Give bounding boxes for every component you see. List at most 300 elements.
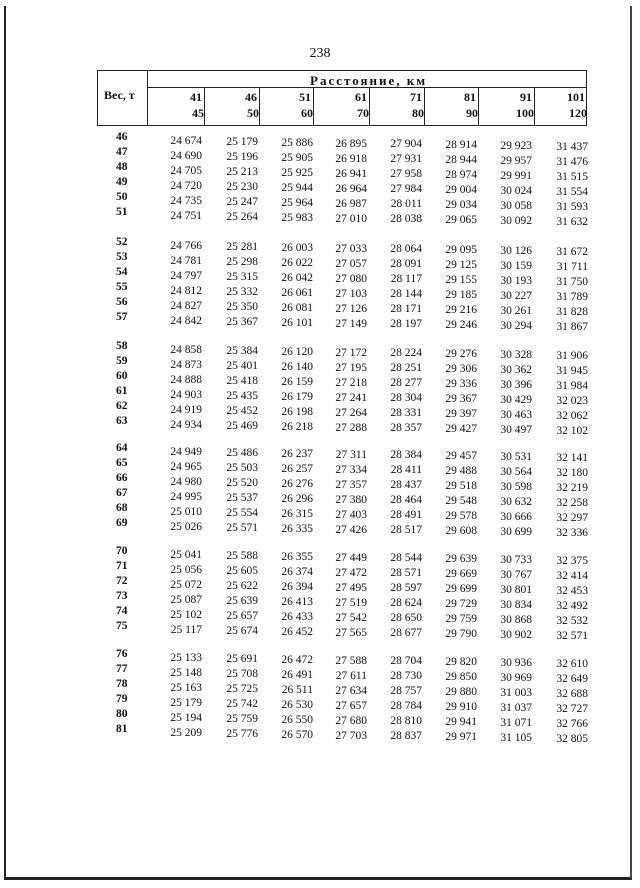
- value-cell: 25 964: [281, 197, 313, 209]
- value-cell: 25 435: [226, 390, 258, 402]
- value-cell: 27 311: [335, 449, 367, 461]
- value-cell: 25 350: [226, 301, 258, 313]
- value-cell: 27 126: [335, 303, 367, 315]
- header-col-divider: [259, 87, 260, 126]
- value-cell: 29 034: [445, 199, 477, 211]
- weight-cell: 62: [116, 400, 128, 412]
- value-cell: 25 117: [170, 624, 202, 636]
- table-row: [0, 620, 640, 642]
- value-cell: 25 194: [170, 712, 202, 724]
- value-cell: 28 064: [390, 243, 422, 255]
- weight-cell: 64: [116, 442, 128, 454]
- value-cell: 26 218: [281, 421, 313, 433]
- table-row: [0, 311, 640, 333]
- weight-cell: 50: [116, 191, 128, 203]
- distance-range-to: 80: [412, 106, 424, 120]
- weight-cell: 81: [116, 723, 128, 735]
- weight-cell: 52: [116, 236, 128, 248]
- distance-range-from: 101: [567, 90, 585, 104]
- value-cell: 26 335: [281, 523, 313, 535]
- table-row: [0, 605, 640, 627]
- value-cell: 25 148: [170, 667, 202, 679]
- value-cell: 28 677: [390, 627, 422, 639]
- page-number: 238: [309, 46, 331, 61]
- value-cell: 27 033: [335, 243, 367, 255]
- weight-cell: 56: [116, 296, 128, 308]
- value-cell: 27 264: [335, 407, 367, 419]
- value-cell: 28 810: [390, 715, 422, 727]
- value-cell: 26 550: [281, 714, 313, 726]
- value-cell: 27 611: [335, 670, 367, 682]
- weight-cell: 47: [116, 146, 128, 158]
- weight-cell: 68: [116, 502, 128, 514]
- value-cell: 32 610: [556, 658, 588, 670]
- value-cell: 27 218: [335, 377, 367, 389]
- value-cell: 24 949: [170, 446, 202, 458]
- value-cell: 30 767: [500, 569, 532, 581]
- value-cell: 29 923: [500, 140, 532, 152]
- value-cell: 27 010: [335, 213, 367, 225]
- value-cell: 26 355: [281, 551, 313, 563]
- value-cell: 31 515: [556, 171, 588, 183]
- weight-cell: 72: [116, 575, 128, 587]
- value-cell: 27 565: [335, 627, 367, 639]
- value-cell: 24 980: [170, 476, 202, 488]
- value-cell: 24 873: [170, 359, 202, 371]
- value-cell: 28 837: [390, 730, 422, 742]
- weight-cell: 66: [116, 472, 128, 484]
- value-cell: 26 413: [281, 596, 313, 608]
- value-cell: 28 944: [445, 154, 477, 166]
- value-cell: 27 241: [335, 392, 367, 404]
- value-cell: 25 384: [226, 345, 258, 357]
- value-cell: 30 429: [500, 394, 532, 406]
- table-row-group: [0, 545, 640, 642]
- value-cell: 25 469: [226, 420, 258, 432]
- value-cell: 30 936: [500, 657, 532, 669]
- table-row: [0, 236, 640, 258]
- value-cell: 32 375: [556, 555, 588, 567]
- value-cell: 27 195: [335, 362, 367, 374]
- value-cell: 24 781: [170, 255, 202, 267]
- value-cell: 29 971: [445, 731, 477, 743]
- value-cell: 32 023: [556, 395, 588, 407]
- value-cell: 27 634: [335, 685, 367, 697]
- value-cell: 29 155: [445, 274, 477, 286]
- value-cell: 31 984: [556, 380, 588, 392]
- value-cell: 25 520: [226, 477, 258, 489]
- value-cell: 26 433: [281, 611, 313, 623]
- value-cell: 28 914: [445, 139, 477, 151]
- value-cell: 28 277: [390, 377, 422, 389]
- value-cell: 25 452: [226, 405, 258, 417]
- value-cell: 25 163: [170, 682, 202, 694]
- table-row-group: [0, 131, 640, 228]
- value-cell: 30 159: [500, 260, 532, 272]
- header-col-divider: [424, 87, 425, 126]
- value-cell: 26 315: [281, 508, 313, 520]
- value-cell: 30 092: [500, 215, 532, 227]
- value-cell: 29 991: [500, 170, 532, 182]
- table-row: [0, 560, 640, 582]
- value-cell: 29 578: [445, 510, 477, 522]
- value-cell: 29 367: [445, 393, 477, 405]
- value-cell: 30 699: [500, 526, 532, 538]
- value-cell: 27 080: [335, 273, 367, 285]
- value-cell: 26 101: [281, 317, 313, 329]
- table-row: [0, 400, 640, 422]
- value-cell: 25 886: [281, 137, 313, 149]
- value-cell: 24 735: [170, 195, 202, 207]
- distance-range-to: 50: [247, 106, 259, 120]
- value-cell: 25 087: [170, 594, 202, 606]
- header-weight-divider: [147, 70, 148, 126]
- value-cell: 25 503: [226, 462, 258, 474]
- value-cell: 27 057: [335, 258, 367, 270]
- value-cell: 28 544: [390, 552, 422, 564]
- header-col-divider: [369, 87, 370, 126]
- value-cell: 24 903: [170, 389, 202, 401]
- value-cell: 26 472: [281, 654, 313, 666]
- value-cell: 25 072: [170, 579, 202, 591]
- value-cell: 28 464: [390, 494, 422, 506]
- value-cell: 30 666: [500, 511, 532, 523]
- value-cell: 25 657: [226, 610, 258, 622]
- value-cell: 24 766: [170, 240, 202, 252]
- value-cell: 28 117: [390, 273, 422, 285]
- value-cell: 29 759: [445, 613, 477, 625]
- value-cell: 25 179: [170, 697, 202, 709]
- value-cell: 28 704: [390, 655, 422, 667]
- value-cell: 28 224: [390, 347, 422, 359]
- distance-range-to: 70: [357, 106, 369, 120]
- value-cell: 25 315: [226, 271, 258, 283]
- distance-header: Расстояние, км: [310, 73, 428, 88]
- value-cell: 29 336: [445, 378, 477, 390]
- value-cell: 30 632: [500, 496, 532, 508]
- value-cell: 31 867: [556, 321, 588, 333]
- weight-column-header: Вес, т: [104, 88, 135, 102]
- distance-range-from: 61: [355, 90, 367, 104]
- value-cell: 24 827: [170, 300, 202, 312]
- value-cell: 27 542: [335, 612, 367, 624]
- weight-cell: 61: [116, 385, 128, 397]
- value-cell: 28 357: [390, 422, 422, 434]
- weight-cell: 49: [116, 176, 128, 188]
- value-cell: 30 497: [500, 424, 532, 436]
- distance-range-from: 41: [190, 90, 202, 104]
- header-col-divider: [204, 87, 205, 126]
- table-row: [0, 206, 640, 228]
- value-cell: 26 941: [335, 168, 367, 180]
- value-cell: 32 102: [556, 425, 588, 437]
- table-row-group: [0, 648, 640, 745]
- weight-cell: 73: [116, 590, 128, 602]
- value-cell: 28 597: [390, 582, 422, 594]
- value-cell: 29 518: [445, 480, 477, 492]
- weight-cell: 78: [116, 678, 128, 690]
- value-cell: 27 426: [335, 524, 367, 536]
- value-cell: 28 491: [390, 509, 422, 521]
- value-cell: 28 304: [390, 392, 422, 404]
- value-cell: 25 041: [170, 549, 202, 561]
- value-cell: 25 367: [226, 316, 258, 328]
- value-cell: 29 306: [445, 363, 477, 375]
- value-cell: 27 958: [390, 168, 422, 180]
- value-cell: 27 357: [335, 479, 367, 491]
- value-cell: 25 298: [226, 256, 258, 268]
- weight-cell: 51: [116, 206, 128, 218]
- value-cell: 29 548: [445, 495, 477, 507]
- value-cell: 27 449: [335, 552, 367, 564]
- value-cell: 30 834: [500, 599, 532, 611]
- value-cell: 25 944: [281, 182, 313, 194]
- weight-cell: 67: [116, 487, 128, 499]
- value-cell: 28 197: [390, 318, 422, 330]
- value-cell: 26 918: [335, 153, 367, 165]
- value-cell: 26 964: [335, 183, 367, 195]
- value-cell: 29 397: [445, 408, 477, 420]
- value-cell: 28 571: [390, 567, 422, 579]
- weight-cell: 76: [116, 648, 128, 660]
- value-cell: 30 024: [500, 185, 532, 197]
- value-cell: 29 457: [445, 450, 477, 462]
- value-cell: 30 126: [500, 245, 532, 257]
- value-cell: 31 003: [500, 687, 532, 699]
- value-cell: 28 757: [390, 685, 422, 697]
- value-cell: 27 495: [335, 582, 367, 594]
- table-row: [0, 370, 640, 392]
- value-cell: 32 297: [556, 512, 588, 524]
- header-col-divider: [534, 87, 535, 126]
- distance-range-to: 45: [192, 106, 204, 120]
- value-cell: 29 427: [445, 423, 477, 435]
- value-cell: 26 237: [281, 448, 313, 460]
- value-cell: 28 784: [390, 700, 422, 712]
- value-cell: 24 842: [170, 315, 202, 327]
- value-cell: 25 401: [226, 360, 258, 372]
- value-cell: 32 180: [556, 467, 588, 479]
- value-cell: 25 725: [226, 683, 258, 695]
- value-cell: 24 674: [170, 135, 202, 147]
- value-cell: 32 571: [556, 630, 588, 642]
- value-cell: 26 179: [281, 391, 313, 403]
- value-cell: 25 230: [226, 181, 258, 193]
- value-cell: 25 639: [226, 595, 258, 607]
- value-cell: 32 532: [556, 615, 588, 627]
- table-header: [0, 0, 640, 130]
- value-cell: 32 336: [556, 527, 588, 539]
- value-cell: 29 125: [445, 259, 477, 271]
- value-cell: 24 934: [170, 419, 202, 431]
- value-cell: 28 251: [390, 362, 422, 374]
- value-cell: 29 790: [445, 628, 477, 640]
- value-cell: 29 608: [445, 525, 477, 537]
- value-cell: 29 185: [445, 289, 477, 301]
- header-col-divider: [313, 87, 314, 126]
- value-cell: 24 919: [170, 404, 202, 416]
- value-cell: 29 699: [445, 583, 477, 595]
- value-cell: 26 081: [281, 302, 313, 314]
- value-cell: 25 332: [226, 286, 258, 298]
- value-cell: 24 888: [170, 374, 202, 386]
- weight-cell: 69: [116, 517, 128, 529]
- value-cell: 32 453: [556, 585, 588, 597]
- value-cell: 25 418: [226, 375, 258, 387]
- table-row: [0, 708, 640, 730]
- table-row-group: [0, 236, 640, 333]
- value-cell: 27 588: [335, 655, 367, 667]
- value-cell: 31 906: [556, 350, 588, 362]
- value-cell: 31 593: [556, 201, 588, 213]
- value-cell: 26 257: [281, 463, 313, 475]
- value-cell: 25 537: [226, 492, 258, 504]
- value-cell: 28 331: [390, 407, 422, 419]
- value-cell: 30 396: [500, 379, 532, 391]
- value-cell: 27 519: [335, 597, 367, 609]
- header-left-border: [97, 70, 98, 126]
- table-row: [0, 415, 640, 437]
- value-cell: 32 766: [556, 718, 588, 730]
- value-cell: 32 414: [556, 570, 588, 582]
- value-cell: 29 820: [445, 656, 477, 668]
- value-cell: 26 374: [281, 566, 313, 578]
- value-cell: 31 437: [556, 141, 588, 153]
- value-cell: 30 733: [500, 554, 532, 566]
- value-cell: 29 880: [445, 686, 477, 698]
- value-cell: 28 730: [390, 670, 422, 682]
- value-cell: 30 362: [500, 364, 532, 376]
- weight-cell: 65: [116, 457, 128, 469]
- value-cell: 25 571: [226, 522, 258, 534]
- value-cell: 30 598: [500, 481, 532, 493]
- value-cell: 26 987: [335, 198, 367, 210]
- value-cell: 30 531: [500, 451, 532, 463]
- value-cell: 28 091: [390, 258, 422, 270]
- value-cell: 30 261: [500, 305, 532, 317]
- value-cell: 32 727: [556, 703, 588, 715]
- value-cell: 26 159: [281, 376, 313, 388]
- distance-range-from: 71: [410, 90, 422, 104]
- value-cell: 29 488: [445, 465, 477, 477]
- value-cell: 24 797: [170, 270, 202, 282]
- value-cell: 30 969: [500, 672, 532, 684]
- value-cell: 28 038: [390, 213, 422, 225]
- value-cell: 26 120: [281, 346, 313, 358]
- value-cell: 25 213: [226, 166, 258, 178]
- value-cell: 27 984: [390, 183, 422, 195]
- value-cell: 30 868: [500, 614, 532, 626]
- header-bottom-line: [97, 125, 587, 126]
- value-cell: 31 071: [500, 717, 532, 729]
- value-cell: 25 133: [170, 652, 202, 664]
- value-cell: 27 680: [335, 715, 367, 727]
- value-cell: 25 588: [226, 550, 258, 562]
- value-cell: 25 281: [226, 241, 258, 253]
- value-cell: 29 941: [445, 716, 477, 728]
- value-cell: 26 570: [281, 729, 313, 741]
- value-cell: 31 945: [556, 365, 588, 377]
- value-cell: 25 264: [226, 211, 258, 223]
- value-cell: 32 492: [556, 600, 588, 612]
- value-cell: 30 294: [500, 320, 532, 332]
- value-cell: 30 227: [500, 290, 532, 302]
- weight-cell: 54: [116, 266, 128, 278]
- value-cell: 25 776: [226, 728, 258, 740]
- value-cell: 30 463: [500, 409, 532, 421]
- weight-cell: 77: [116, 663, 128, 675]
- value-cell: 27 288: [335, 422, 367, 434]
- value-cell: 28 171: [390, 303, 422, 315]
- table-row-group: [0, 442, 640, 539]
- value-cell: 25 209: [170, 727, 202, 739]
- value-cell: 28 437: [390, 479, 422, 491]
- value-cell: 32 649: [556, 673, 588, 685]
- value-cell: 27 103: [335, 288, 367, 300]
- header-top-line: [97, 70, 587, 71]
- value-cell: 32 688: [556, 688, 588, 700]
- weight-cell: 53: [116, 251, 128, 263]
- value-cell: 26 296: [281, 493, 313, 505]
- value-cell: 26 491: [281, 669, 313, 681]
- weight-cell: 58: [116, 340, 128, 352]
- weight-cell: 74: [116, 605, 128, 617]
- value-cell: 31 037: [500, 702, 532, 714]
- value-cell: 29 216: [445, 304, 477, 316]
- value-cell: 26 530: [281, 699, 313, 711]
- value-cell: 24 858: [170, 344, 202, 356]
- distance-range-from: 81: [464, 90, 476, 104]
- value-cell: 28 144: [390, 288, 422, 300]
- value-cell: 31 789: [556, 291, 588, 303]
- value-cell: 26 895: [335, 138, 367, 150]
- value-cell: 24 751: [170, 210, 202, 222]
- value-cell: 28 411: [390, 464, 422, 476]
- value-cell: 24 720: [170, 180, 202, 192]
- value-cell: 25 102: [170, 609, 202, 621]
- value-cell: 25 983: [281, 212, 313, 224]
- value-cell: 28 517: [390, 524, 422, 536]
- table-row: [0, 517, 640, 539]
- value-cell: 27 334: [335, 464, 367, 476]
- value-cell: 24 812: [170, 285, 202, 297]
- value-cell: 29 095: [445, 244, 477, 256]
- value-cell: 25 179: [226, 136, 258, 148]
- distance-range-from: 51: [299, 90, 311, 104]
- value-cell: 24 995: [170, 491, 202, 503]
- value-cell: 27 703: [335, 730, 367, 742]
- value-cell: 24 705: [170, 165, 202, 177]
- value-cell: 32 805: [556, 733, 588, 745]
- value-cell: 30 193: [500, 275, 532, 287]
- value-cell: 30 564: [500, 466, 532, 478]
- weight-cell: 70: [116, 545, 128, 557]
- value-cell: 29 850: [445, 671, 477, 683]
- value-cell: 28 624: [390, 597, 422, 609]
- value-cell: 31 750: [556, 276, 588, 288]
- value-cell: 25 622: [226, 580, 258, 592]
- value-cell: 31 632: [556, 216, 588, 228]
- value-cell: 30 902: [500, 629, 532, 641]
- value-cell: 31 554: [556, 186, 588, 198]
- value-cell: 29 910: [445, 701, 477, 713]
- value-cell: 27 403: [335, 509, 367, 521]
- value-cell: 32 062: [556, 410, 588, 422]
- distance-range-to: 100: [516, 106, 534, 120]
- value-cell: 26 198: [281, 406, 313, 418]
- distance-range-to: 60: [301, 106, 313, 120]
- value-cell: 29 276: [445, 348, 477, 360]
